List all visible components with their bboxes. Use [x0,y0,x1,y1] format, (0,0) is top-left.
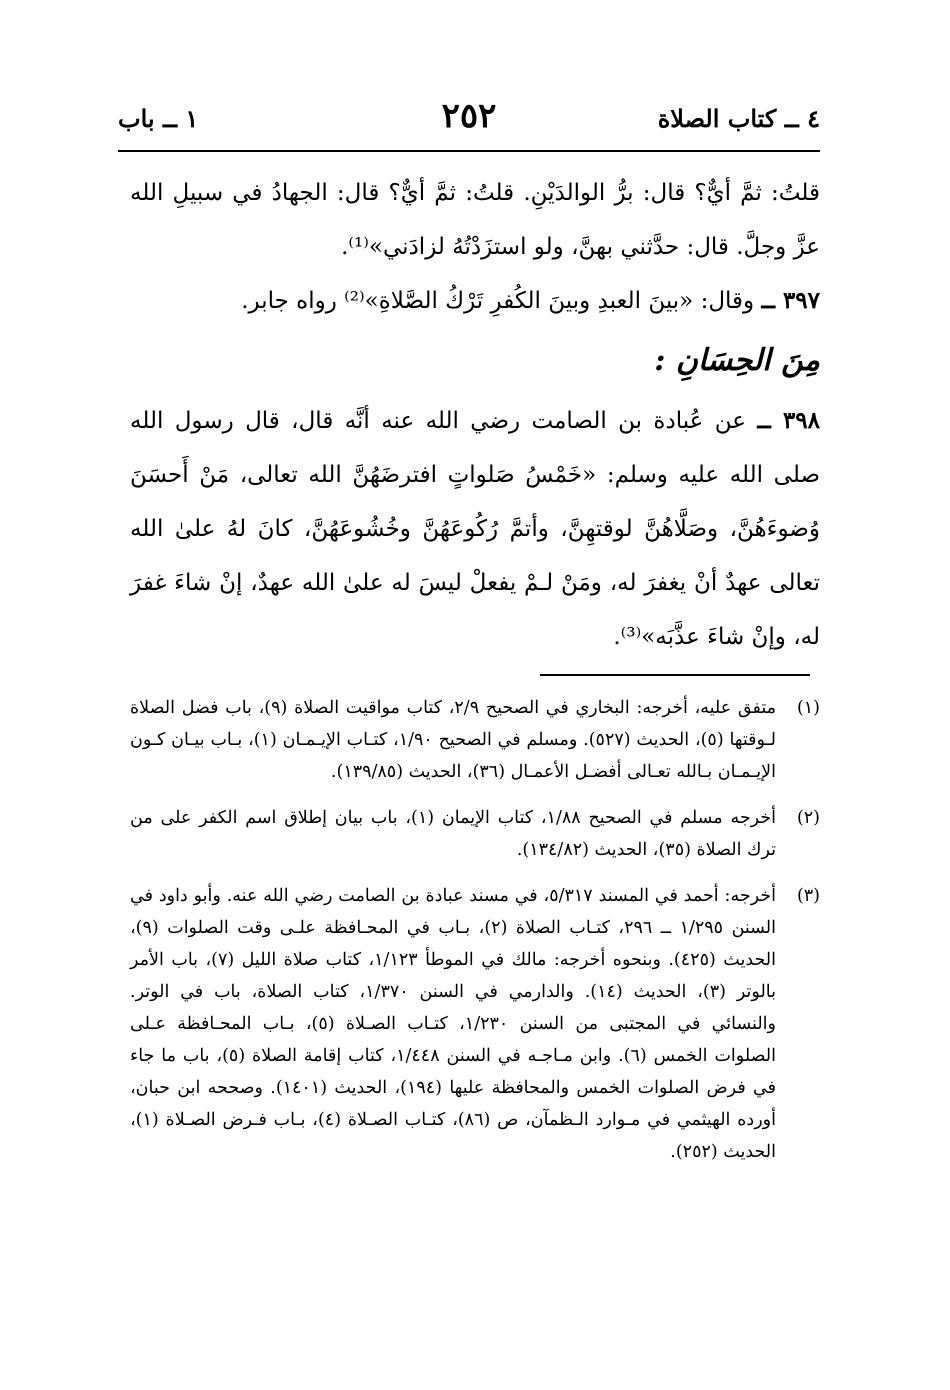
footnote-number: (٣) [796,886,820,906]
footnote-number: (١) [796,698,820,718]
page-number: ٢٥٢ [441,96,497,136]
hadith-398 [130,394,820,664]
main-text [130,166,820,664]
footnote-text: أخرجه مسلم في الصحيح ١/٨٨، كتاب الإيمان (١)، باب بيان إطلاق اسم الكفر على من ترك الصلاة (٣٥)، الحديث (١٣٤/٨٢). [130,808,776,860]
footnote [130,880,820,1168]
header-rule [118,150,820,152]
footnote-text: أخرجه: أحمد في المسند ٥/٣١٧، في مسند عبادة بن الصامت رضي الله عنه. وأبو داود في السنن ١/٢٩٥ ــ ٢٩٦، كتـاب الصلاة (٢)، بـاب في المحـافظة علـى وقت الصلوات (٩)، الحديث (٤٢٥). وبنحوه أخرجه: مالك في الموطأ ١/١٢٣، كتاب صلاة الليل (٧)، باب الأمر بالوتر (٣)، الحديث (١٤). والدارمي في السنن ١/٣٧٠، كتاب الصلاة، باب في الوتر. والنسائي في المجتبى من السنن ١/٢٣٠، كتـاب الصـلاة (٥)، بـاب المحـافظة عـلى الصلوات الخمس (٦). وابن مـاجـه في السنن ١/٤٤٨، كتاب إقامة الصلاة (٥)، باب ما جاء في فرض الصلوات الخمس والمحافظة عليها (١٩٤)، الحديث (١٤٠١). وصححه ابن حبان، أورده الهيثمي في مـوارد الـظمآن، ص (٨٦)، كتـاب الصـلاة (٤)، بـاب فـرض الصـلاة (١)، الحديث (٢٥٢). [130,886,776,1162]
footnote-text: متفق عليه، أخرجه: البخاري في الصحيح ٢/٩، كتاب مواقيت الصلاة (٩)، باب فضل الصلاة لـوقتها (٥)، الحديث (٥٢٧). ومسلم في الصحيح ١/٩٠، كتـاب الإيـمـان (١)، بـاب بيـان كـون الإيـمـان بـالله تعـالى أفضـل الأعمـال (٣٦)، الحديث (١٣٩/٨٥). [130,698,777,782]
hadith-397 [130,274,820,328]
page-header [118,96,820,146]
section-label: ١ ــ باب [118,104,199,133]
footnote [130,692,820,788]
footnote-number: (٢) [796,808,820,828]
hadith-number-397: ٣٩٧ ــ [761,287,820,314]
hadith-continuation: قلتُ: ثمَّ أيٌّ؟ قال: برُّ الوالدَيْنِ. قلتُ: ثمَّ أيٌّ؟ قال: الجهادُ في سبيلِ الله عزَّ وجلَّ. قال: حدَّثني بهنَّ، ولو استزَدْتُهُ لزادَني»⁽¹⁾. [130,180,820,260]
hadith-text-397: وقال: «بينَ العبدِ وبينَ الكُفرِ تَرْكُ الصَّلاةِ»⁽²⁾ رواه جابر. [241,288,755,314]
chapter-title: ٤ ــ كتاب الصلاة [657,104,820,133]
hadith-number-398: ٣٩٨ ــ [757,407,821,434]
hadith-text-398: عن عُبادة بن الصامت رضي الله عنه أنَّه قال، قال رسول الله صلى الله عليه وسلم: «خَمْسُ صَلواتٍ افترضَهُنَّ الله تعالى، مَنْ أَحسَنَ وُضوءَهُنَّ، وصَلَّاهُنَّ لوقتهِنَّ، وأتمَّ رُكُوعَهُنَّ وخُشُوعَهُنَّ، كانَ لهُ علىٰ الله تعالى عهدٌ أنْ يغفرَ له، ومَنْ لـمْ يفعلْ ليسَ له علىٰ الله عهدٌ، إنْ شاءَ غفرَ له، وإنْ شاءَ عذَّبَه»⁽³⁾. [130,408,820,650]
section-heading: مِنَ الحِسَانِ : [654,343,820,378]
footnote [130,802,820,866]
footnote-rule [540,674,810,676]
footnotes [130,692,820,1182]
